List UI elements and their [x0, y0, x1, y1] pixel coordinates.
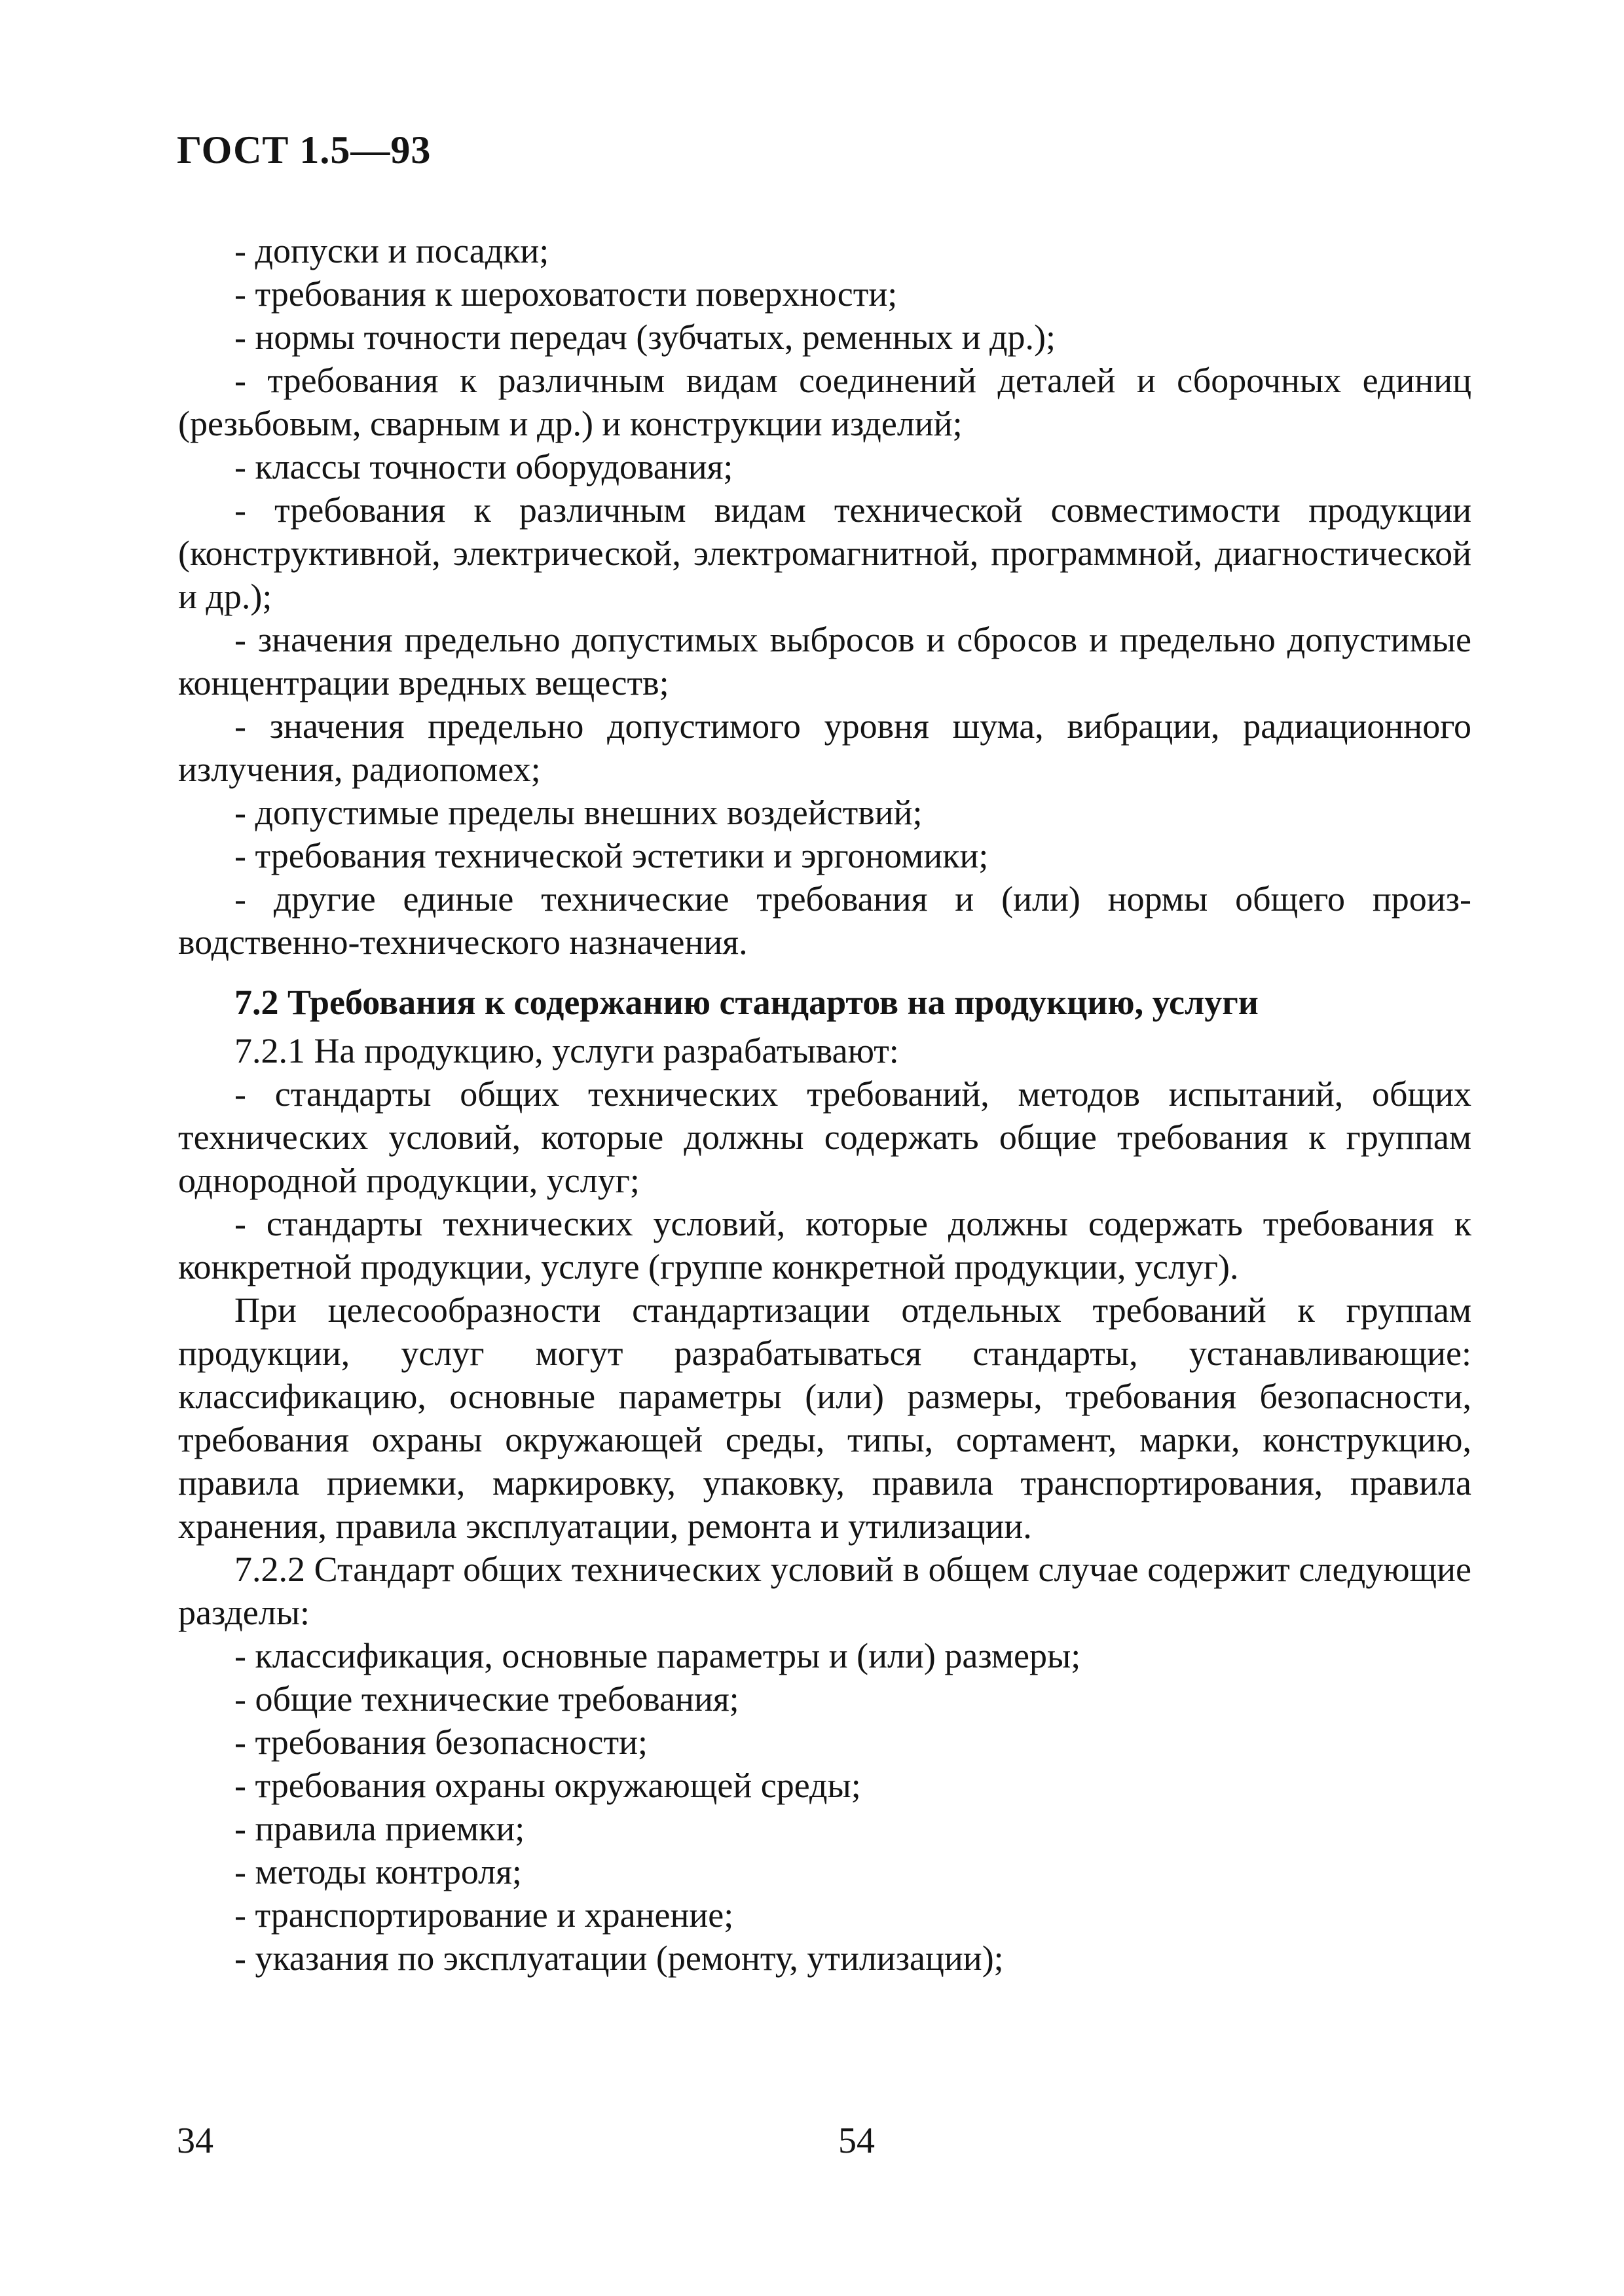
list-item: - требования к шероховатости поверхности; [234, 274, 898, 314]
list-item: - указания по эксплуатации (ремонту, утилизации); [234, 1939, 1004, 1978]
list-item: - классы точности оборудования; [234, 447, 733, 486]
list-item: - требования технической эстетики и эргономики; [234, 836, 989, 875]
list-item: - требования к различным видам технической совместимости продукции (конструктивной, электрической, электромагнитной, программной, диагностической и др.); [178, 490, 1471, 616]
list-item: - методы контроля; [234, 1852, 522, 1891]
list-item: - требования охраны окружающей среды; [234, 1766, 861, 1805]
list-item: - требования безопасности; [234, 1722, 648, 1762]
list-item: - значения предельно допустимого уровня шума, вибрации, радиационного излучения, радиопомех; [178, 706, 1471, 789]
list-item: - значения предельно допустимых выбросов и сбросов и предельно допустимые концентрации вредных веществ; [178, 620, 1471, 702]
sheet-number: 54 [838, 2121, 875, 2161]
list-item: - классификация, основные параметры и (или) размеры; [234, 1636, 1081, 1675]
section-heading: 7.2 Требования к содержанию стандартов на продукцию, услуги [234, 983, 1259, 1022]
page-number: 34 [177, 2121, 213, 2161]
paragraph: 7.2.2 Стандарт общих технических условий в общем случае содержит следующие разделы: [178, 1550, 1471, 1632]
list-item: - общие технические требования; [234, 1679, 739, 1719]
list-item: - допустимые пределы внешних воздействий; [234, 793, 923, 832]
list-item: - правила приемки; [234, 1809, 525, 1848]
paragraph: При целесообразности стандартизации отдельных требований к группам продукции, услуг могут разрабатываться стандарты, устанавливающие: классификацию, основные параметры (или) размеры, требования безопасности, требования охраны окружающей среды, типы, сортамент, марки, конструкцию, правила приемки, маркировку, упаковку, правила транспортирования, правила хранения, правила эксплуатации, ремонта и утилизации. [178, 1290, 1471, 1546]
document-body [178, 229, 1471, 1980]
list-item: - стандарты общих технических требований, методов испытаний, общих технических условий, которые должны содержать общие требования к группам однородной продукции, услуг; [178, 1074, 1471, 1200]
list-item: - транспортирование и хранение; [234, 1895, 734, 1935]
list-item: - требования к различным видам соединений деталей и сборочных единиц (резьбовым, сварным и др.) и конструкции изделий; [178, 361, 1471, 443]
list-item: - допуски и посадки; [234, 231, 549, 270]
paragraph: 7.2.1 На продукцию, услуги разрабатывают: [234, 1031, 899, 1070]
list-item: - другие единые технические требования и (или) нормы общего производственно-технического назначения. [178, 879, 1471, 962]
list-item: - нормы точности передач (зубчатых, ременных и др.); [234, 318, 1056, 357]
document-header: ГОСТ 1.5—93 [177, 128, 432, 172]
list-item: - стандарты технических условий, которые должны содержать требования к конкретной продукции, услуге (группе конкретной продукции, услуг). [178, 1204, 1471, 1286]
